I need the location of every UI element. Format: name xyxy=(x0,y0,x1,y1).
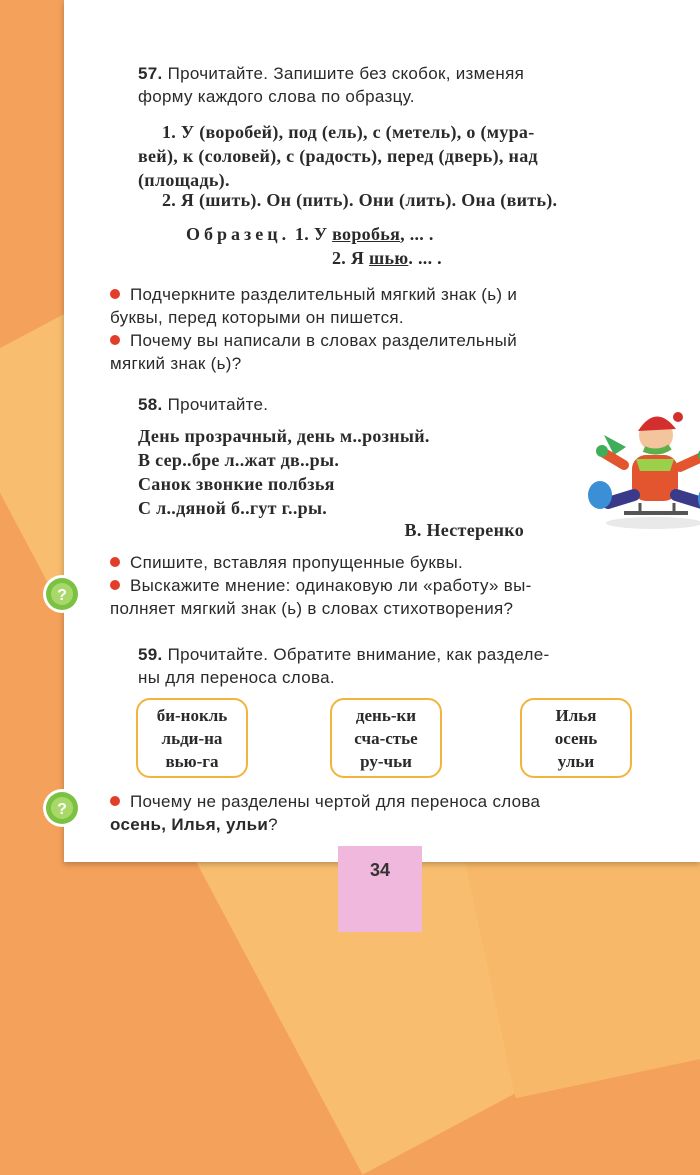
ex57-task1 xyxy=(110,283,654,329)
discussion-question-icon xyxy=(42,788,82,828)
sample2-post: . ... . xyxy=(408,248,442,268)
word-box-3 xyxy=(520,698,632,778)
word-split: льди-на xyxy=(161,729,223,748)
word-split: день-ки xyxy=(355,706,417,725)
ex57-item1-line1: 1. У (воробей), под (ель), с (метель), о (мура- xyxy=(162,122,535,142)
child-sledding-illustration xyxy=(584,395,700,535)
ex58-number: 58. xyxy=(138,395,163,414)
sample2-pre: 2. Я xyxy=(332,248,369,268)
bullet-icon xyxy=(110,557,120,567)
word-split: вью-га xyxy=(165,752,219,771)
ex57-item1-line3: (площадь). xyxy=(138,170,230,190)
ex58-task2 xyxy=(110,574,654,620)
ex57-instruction-line1: Прочитайте. Запишите без скобок, изменяя xyxy=(167,64,525,83)
textbook-page xyxy=(64,0,700,862)
ex57-sample xyxy=(186,222,606,270)
ex59-task-bold-words: осень, Илья, ульи xyxy=(110,815,269,834)
word-split: Илья xyxy=(555,706,597,725)
bullet-icon xyxy=(110,796,120,806)
ex58-task1-text: Спишите, вставляя пропущенные буквы. xyxy=(130,553,464,572)
word-split: сча-стье xyxy=(354,729,418,748)
ex57-task1-line2: буквы, перед которыми он пишется. xyxy=(110,308,404,327)
sample1-post: , ... . xyxy=(400,224,434,244)
ex59-instruction-line1: Прочитайте. Обратите внимание, как разделе- xyxy=(167,645,550,664)
sample1-word: воробья xyxy=(332,224,401,244)
ex59-task-line1: Почему не разделены чертой для переноса слова xyxy=(130,792,541,811)
ex57-task2-line2: мягкий знак (ь)? xyxy=(110,354,242,373)
ex57-task2 xyxy=(110,329,654,375)
sample2-word: шью xyxy=(369,248,409,268)
ex57-instruction xyxy=(138,62,654,108)
ex59-number: 59. xyxy=(138,645,163,664)
ex59-instruction xyxy=(138,643,654,689)
word-split: би-нокль xyxy=(156,706,228,725)
word-box-1 xyxy=(136,698,248,778)
svg-text:?: ? xyxy=(57,801,67,818)
ex59-instruction-line2: ны для переноса слова. xyxy=(138,668,335,687)
ex58-instruction xyxy=(138,393,438,416)
bullet-icon xyxy=(110,580,120,590)
ex59-task-end: ? xyxy=(268,815,278,834)
word-split: ульи xyxy=(557,752,595,771)
bullet-icon xyxy=(110,289,120,299)
ex57-item2: 2. Я (шить). Он (пить). Они (лить). Она (вить). xyxy=(162,190,558,210)
poem-line: В сер..бре л..жат дв..ры. xyxy=(138,450,340,470)
word-split: ру-чьи xyxy=(360,752,412,771)
word-split: осень xyxy=(554,729,598,748)
ex58-poem xyxy=(138,424,538,520)
ex58-instruction-text: Прочитайте. xyxy=(167,395,269,414)
poem-author: В. Нестеренко xyxy=(404,520,524,540)
ex57-instruction-line2: форму каждого слова по образцу. xyxy=(138,87,415,106)
ex57-item1-line2: вей), к (соловей), с (радость), перед (дверь), над xyxy=(138,146,538,166)
ex58-task2-line1: Выскажите мнение: одинаковую ли «работу» вы- xyxy=(130,576,532,595)
word-box-2 xyxy=(330,698,442,778)
poem-line: День прозрачный, день м..розный. xyxy=(138,426,430,446)
ex57-item1 xyxy=(138,120,658,192)
svg-text:?: ? xyxy=(57,587,67,604)
ex57-number: 57. xyxy=(138,64,163,83)
poem-line: С л..дяной б..гут г..ры. xyxy=(138,498,328,518)
ex57-task1-line1: Подчеркните разделительный мягкий знак (ь) и xyxy=(130,285,518,304)
sample1-pre: 1. У xyxy=(294,224,333,244)
ex58-task1 xyxy=(110,551,654,574)
ex58-task2-line2: полняет мягкий знак (ь) в словах стихотворения? xyxy=(110,599,514,618)
bullet-icon xyxy=(110,335,120,345)
sample-label: Образец. xyxy=(186,224,291,244)
page-number: 34 xyxy=(338,846,422,932)
discussion-question-icon xyxy=(42,574,82,614)
ex59-task xyxy=(110,790,670,836)
ex57-task2-line1: Почему вы написали в словах разделительный xyxy=(130,331,517,350)
poem-line: Санок звонкие полбзья xyxy=(138,474,335,494)
